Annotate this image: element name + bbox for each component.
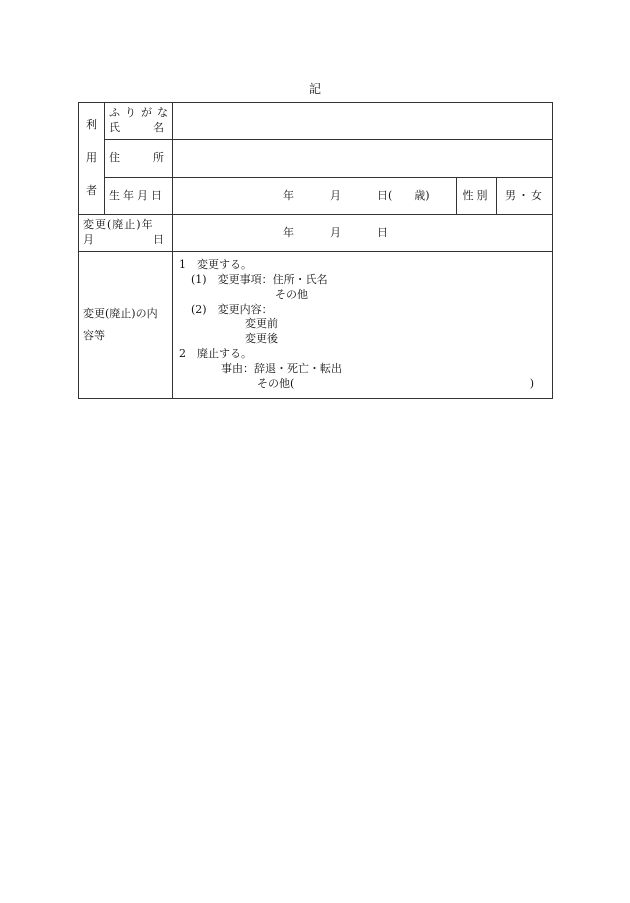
address-label-cell bbox=[105, 140, 173, 178]
birth-date-field[interactable] bbox=[173, 178, 457, 215]
birth-year-unit: 年 bbox=[283, 188, 294, 202]
name-label bbox=[109, 121, 168, 136]
user-label-char-2: 用 bbox=[86, 151, 97, 165]
furigana-char-2: り bbox=[125, 106, 136, 120]
change-content-field[interactable] bbox=[173, 252, 553, 399]
birth-date-label: 生年月日 bbox=[105, 178, 173, 215]
birth-month-unit: 月 bbox=[330, 188, 341, 202]
user-label-cell bbox=[79, 103, 105, 215]
name-label-char-1: 氏 bbox=[109, 121, 120, 134]
other-open: その他( bbox=[257, 376, 295, 390]
birth-day-unit: 日( bbox=[377, 188, 393, 202]
change-content-label: 変更(廃止)の内容等 bbox=[79, 252, 173, 399]
address-label-char-2: 所 bbox=[153, 151, 164, 165]
abolish-other-field[interactable] bbox=[179, 377, 548, 392]
before-change-label: 変更前 bbox=[245, 317, 278, 331]
address-field[interactable] bbox=[173, 140, 553, 178]
name-label-char-2: 名 bbox=[153, 121, 164, 134]
change-date-label-month: 月 bbox=[83, 233, 94, 246]
page-title: 記 bbox=[308, 82, 321, 96]
change-content-option: (2) 変更内容： bbox=[191, 302, 273, 316]
sex-label: 性別 bbox=[457, 178, 497, 215]
user-label-char-1: 利 bbox=[86, 117, 97, 131]
change-day-unit: 日 bbox=[377, 225, 388, 239]
age-unit: 歳) bbox=[414, 188, 430, 202]
change-date-label-cell bbox=[79, 215, 173, 252]
name-label-cell bbox=[105, 103, 173, 140]
change-date-field[interactable] bbox=[173, 215, 553, 252]
user-label-char-3: 者 bbox=[86, 184, 97, 198]
furigana-label bbox=[109, 106, 168, 121]
change-month-unit: 月 bbox=[330, 225, 341, 239]
sex-options[interactable]: 男・女 bbox=[497, 178, 553, 215]
furigana-char-1: ふ bbox=[109, 106, 120, 120]
abolish-reason[interactable]: 事由：辞退・死亡・転出 bbox=[221, 361, 342, 375]
change-notification-table bbox=[78, 102, 553, 399]
change-date-label-day: 日 bbox=[153, 233, 164, 246]
other-close: ) bbox=[529, 376, 535, 390]
furigana-char-3: が bbox=[141, 106, 152, 120]
change-year-unit: 年 bbox=[283, 225, 294, 239]
furigana-char-4: な bbox=[157, 106, 168, 120]
option-change[interactable]: 1 変更する。 bbox=[179, 258, 252, 271]
change-item-other[interactable]: その他 bbox=[275, 287, 308, 301]
name-field[interactable] bbox=[173, 103, 553, 140]
address-label-char-1: 住 bbox=[109, 151, 120, 165]
change-date-label-line1: 変更(廃止)年 bbox=[83, 218, 154, 232]
change-item-option[interactable]: (1) 変更事項：住所・氏名 bbox=[191, 272, 328, 286]
after-change-label: 変更後 bbox=[245, 332, 278, 346]
option-abolish[interactable]: 2 廃止する。 bbox=[179, 347, 252, 361]
